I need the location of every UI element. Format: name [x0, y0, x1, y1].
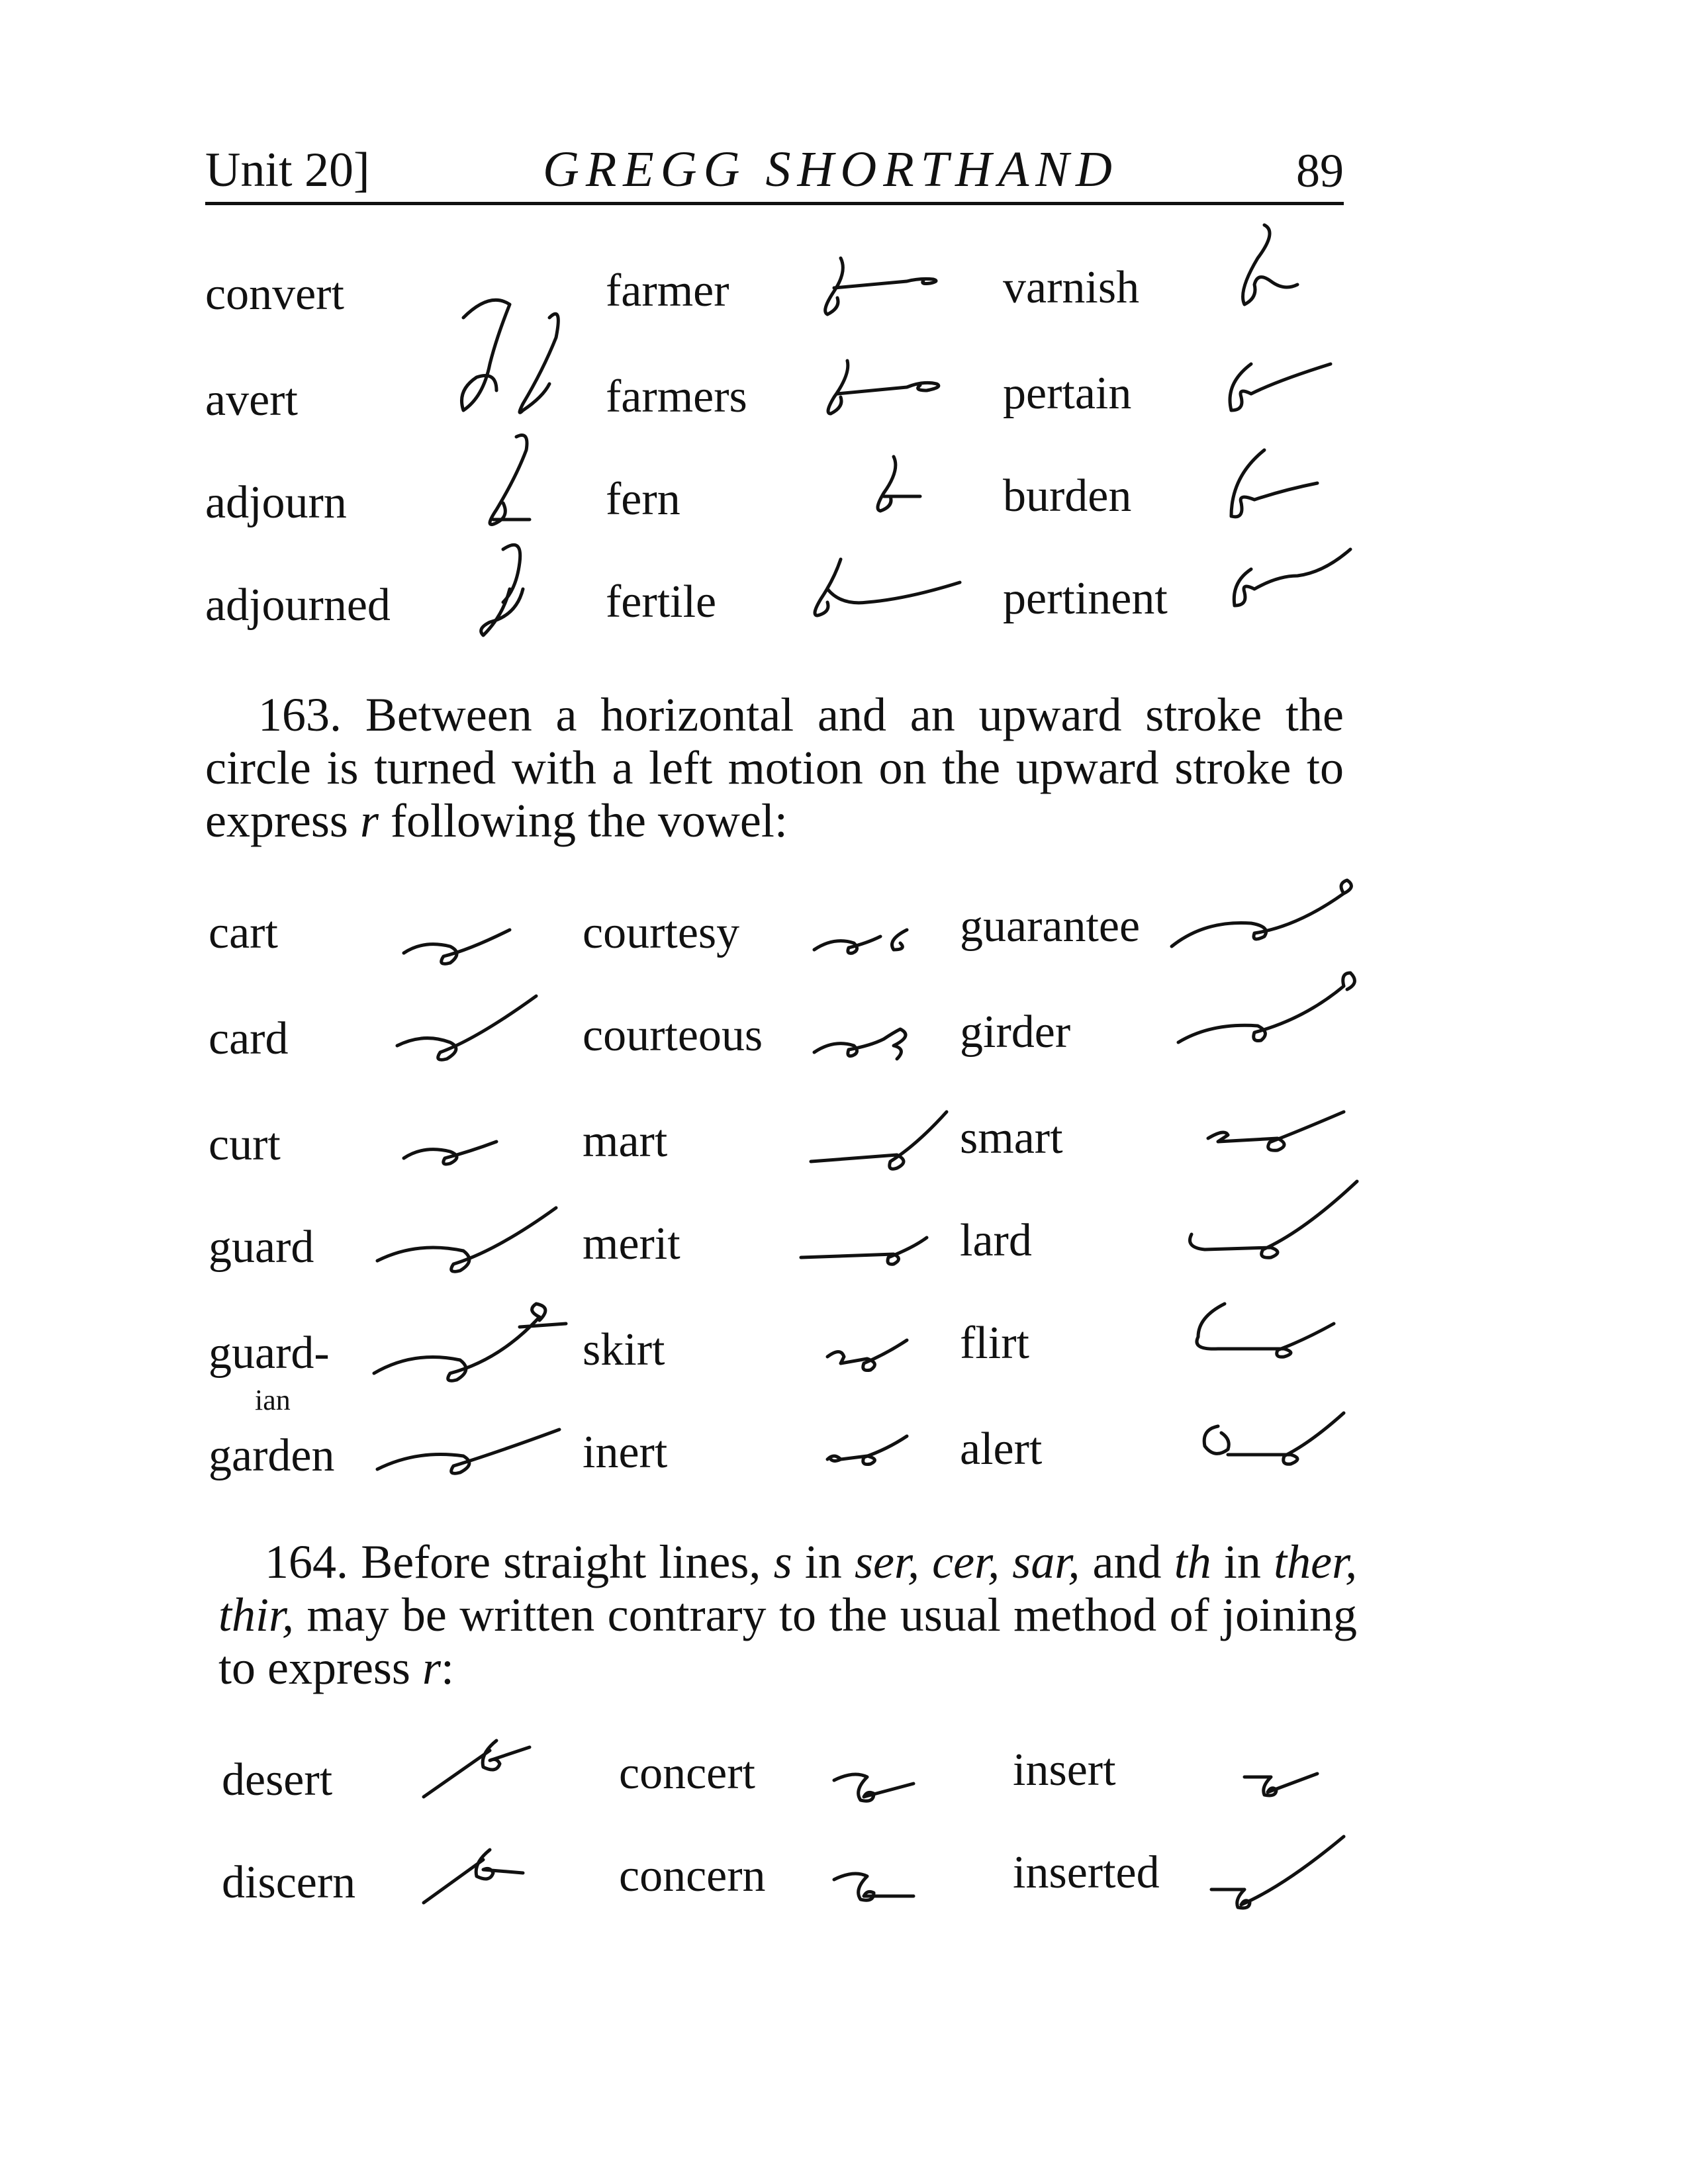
- outline-concert: [827, 1754, 933, 1820]
- para-164-italic-ther: ther, thir,: [218, 1535, 1358, 1641]
- word-inserted: inserted: [1013, 1847, 1160, 1898]
- outline-desert: [417, 1734, 549, 1807]
- header-rule: [205, 202, 1344, 205]
- outline-pertain: [1211, 344, 1344, 424]
- para-164-text-6: :: [440, 1641, 454, 1694]
- word-adjourn: adjourn: [205, 477, 347, 528]
- word-garden: garden: [209, 1430, 335, 1481]
- word-avert: avert: [205, 375, 298, 426]
- outline-discern: [417, 1840, 536, 1913]
- outline-farmers: [808, 351, 960, 430]
- outline-concern: [827, 1853, 933, 1919]
- word-desert: desert: [222, 1754, 333, 1805]
- para-164-text-5: may be written contrary to the usual method of joining to express: [218, 1588, 1357, 1694]
- word-lard: lard: [960, 1215, 1032, 1266]
- word-fertile: fertile: [606, 576, 717, 627]
- outline-farmer: [808, 251, 960, 331]
- word-varnish: varnish: [1003, 262, 1140, 313]
- word-pertinent: pertinent: [1003, 573, 1168, 624]
- word-smart: smart: [960, 1113, 1063, 1163]
- word-alert: alert: [960, 1424, 1043, 1475]
- word-cart: cart: [209, 907, 278, 958]
- page-number: 89: [1296, 144, 1344, 197]
- book-title: GREGG SHORTHAND: [543, 142, 1119, 197]
- outline-curt: [397, 1125, 530, 1178]
- para-164-text-1: Before straight lines,: [361, 1535, 761, 1588]
- para-164-italic-ser: ser, cer, sar,: [854, 1535, 1080, 1588]
- para-163-text: Between a horizontal and an upward stroke the circle is turned with a left motion on the upward stroke to express: [205, 688, 1344, 847]
- word-concern: concern: [619, 1850, 766, 1901]
- outline-adjourned: [463, 529, 556, 649]
- outline-adjourn: [463, 424, 556, 543]
- para-164-text-4: in: [1223, 1535, 1261, 1588]
- word-discern: discern: [222, 1857, 356, 1908]
- para-164-italic-th: th: [1174, 1535, 1211, 1588]
- word-insert: insert: [1013, 1745, 1116, 1796]
- outline-lard: [1178, 1171, 1370, 1277]
- para-164-text-3: and: [1092, 1535, 1162, 1588]
- para-164-italic-r: r: [422, 1641, 441, 1694]
- outline-guardian: [367, 1291, 586, 1396]
- word-girder: girder: [960, 1007, 1071, 1058]
- outline-fern: [854, 450, 933, 529]
- word-flirt: flirt: [960, 1318, 1029, 1369]
- para-163-end: following the vowel:: [390, 794, 788, 847]
- word-guarantee: guarantee: [960, 901, 1141, 952]
- outline-merit: [794, 1218, 947, 1277]
- word-courteous: courteous: [583, 1010, 763, 1061]
- para-164-text-2: in: [804, 1535, 842, 1588]
- outline-fertile: [794, 549, 973, 635]
- outline-garden: [371, 1416, 569, 1489]
- running-header: [205, 132, 1344, 205]
- para-164-italic-s: s: [773, 1535, 792, 1588]
- outline-guard: [371, 1198, 569, 1291]
- outline-insert: [1238, 1754, 1337, 1813]
- word-courtesy: courtesy: [583, 907, 740, 958]
- word-adjourned: adjourned: [205, 580, 391, 631]
- word-burden: burden: [1003, 471, 1132, 522]
- outline-pertinent: [1211, 536, 1364, 622]
- word-pertain: pertain: [1003, 368, 1132, 419]
- outline-skirt: [814, 1327, 933, 1380]
- outline-courteous: [808, 1013, 927, 1072]
- outline-smart: [1198, 1099, 1364, 1171]
- outline-card: [391, 986, 549, 1079]
- word-farmers: farmers: [606, 371, 747, 422]
- word-card: card: [209, 1013, 289, 1064]
- outline-burden: [1205, 437, 1337, 536]
- outline-guarantee: [1165, 874, 1364, 966]
- para-163-italic-r: r: [359, 794, 379, 847]
- outline-alert: [1192, 1403, 1364, 1482]
- outline-flirt: [1185, 1297, 1357, 1370]
- outline-girder: [1172, 966, 1370, 1066]
- outline-inert: [814, 1423, 933, 1476]
- word-inert: inert: [583, 1427, 668, 1478]
- word-guard: guard: [209, 1222, 314, 1273]
- para-163-number: 163.: [258, 688, 342, 741]
- word-guardian-suffix: ian: [255, 1384, 291, 1416]
- paragraph-163: [205, 688, 1344, 847]
- word-farmer: farmer: [606, 265, 729, 316]
- outline-courtesy: [808, 913, 927, 966]
- word-merit: merit: [583, 1218, 680, 1269]
- word-concert: concert: [619, 1748, 755, 1799]
- word-curt: curt: [209, 1119, 281, 1170]
- outline-cart: [397, 913, 543, 979]
- outline-varnish: [1211, 218, 1311, 324]
- word-guard-: guard-: [209, 1328, 330, 1379]
- para-164-number: 164.: [265, 1535, 348, 1588]
- unit-label: Unit 20]: [205, 143, 370, 197]
- word-fern: fern: [606, 474, 680, 525]
- outline-inserted: [1205, 1827, 1357, 1926]
- word-convert: convert: [205, 269, 344, 320]
- word-skirt: skirt: [583, 1324, 665, 1375]
- paragraph-164: [218, 1535, 1357, 1694]
- word-mart: mart: [583, 1116, 668, 1167]
- outline-mart: [804, 1099, 957, 1185]
